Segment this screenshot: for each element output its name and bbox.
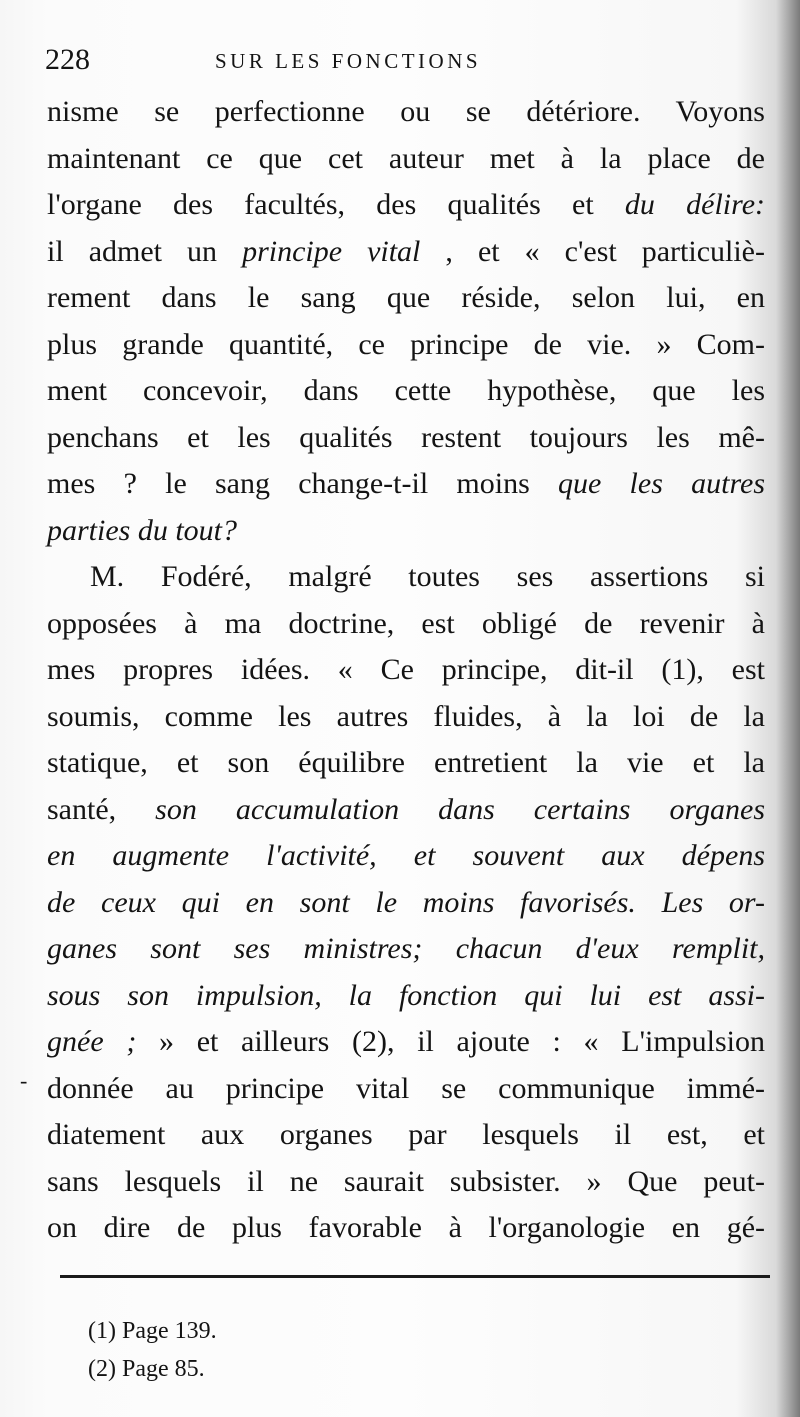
text-line: [47, 554, 765, 601]
text-line: [47, 322, 765, 369]
text-line: [47, 601, 765, 648]
text-segment: » et ailleurs (2), il ajoute : « L'impulsion: [136, 1025, 765, 1058]
footnote-1: (1) Page 139.: [88, 1318, 217, 1344]
text-segment: mes propres idées. « Ce principe, dit-il (1), est: [47, 653, 765, 686]
italic-text: de ceux qui en sont le moins favorisés. Les or-: [47, 885, 765, 919]
italic-text: que les autres: [558, 467, 766, 500]
text-line: [47, 89, 765, 136]
text-segment: M. Fodéré, malgré toutes ses assertions si: [90, 560, 765, 593]
text-segment: ment concevoir, dans cette hypothèse, que les: [47, 374, 765, 407]
text-segment: soumis, comme les autres fluides, à la loi de la: [47, 699, 765, 733]
text-segment: , et « c'est particuliè-: [420, 234, 765, 268]
text-segment: il admet un: [47, 234, 243, 268]
text-segment: santé,: [47, 792, 156, 826]
text-segment: statique, et son équilibre entretient la vie et la: [47, 746, 765, 779]
italic-text: en augmente l'activité, et souvent aux dépens: [47, 839, 765, 872]
text-segment: donnée au principe vital se communique immé-: [47, 1071, 765, 1105]
text-line: [47, 182, 765, 229]
text-line: [47, 275, 765, 322]
page-header: [45, 40, 765, 80]
italic-text: sous son impulsion, la fonction qui lui est assi-: [47, 978, 765, 1012]
text-line: [47, 973, 765, 1020]
text-line: [47, 1066, 765, 1113]
footnote-rule: [60, 1275, 770, 1278]
text-segment: opposées à ma doctrine, est obligé de revenir à: [47, 606, 765, 640]
text-segment: maintenant ce que cet auteur met à la place de: [47, 141, 765, 175]
text-segment: rement dans le sang que réside, selon lui, en: [47, 281, 765, 314]
text-segment: mes ? le sang change-t-il moins: [47, 467, 558, 500]
text-line: [47, 880, 765, 927]
text-line: [47, 694, 765, 741]
text-segment: diatement aux organes par lesquels il est, et: [47, 1118, 765, 1151]
text-segment: penchans et les qualités restent toujours les mê-: [47, 420, 765, 454]
text-line: [47, 508, 765, 555]
footnotes: [88, 1312, 217, 1388]
italic-text: ganes sont ses ministres; chacun d'eux remplit,: [47, 932, 765, 965]
italic-text: du délire:: [624, 188, 766, 221]
text-line: [47, 833, 765, 880]
text-segment: nisme se perfectionne ou se détériore. Voyons: [47, 95, 765, 128]
text-line: [47, 229, 765, 276]
italic-text: principe vital: [242, 234, 421, 268]
text-line: [47, 136, 765, 183]
text-line: [47, 1019, 765, 1066]
text-line: [47, 461, 765, 508]
text-line: [47, 1205, 765, 1252]
text-segment: plus grande quantité, ce principe de vie. » Com-: [47, 327, 765, 361]
page-number: 228: [45, 43, 90, 76]
text-line: [47, 787, 765, 834]
text-line: [47, 740, 765, 787]
running-head: SUR LES FONCTIONS: [215, 49, 482, 73]
text-line: [47, 1159, 765, 1206]
text-segment: on dire de plus favorable à l'organologie en gé-: [47, 1211, 765, 1244]
italic-text: son accumulation dans certains organes: [155, 792, 765, 826]
italic-text: gnée ;: [47, 1025, 137, 1058]
footnote-2: (2) Page 85.: [88, 1356, 205, 1382]
text-line: [47, 368, 765, 415]
text-segment: sans lesquels il ne saurait subsister. » Que peut-: [47, 1164, 765, 1198]
body-text: [47, 89, 765, 1252]
text-line: [47, 1112, 765, 1159]
text-line: [47, 926, 765, 973]
text-line: [47, 415, 765, 462]
text-segment: l'organe des facultés, des qualités et: [47, 188, 625, 221]
text-line: [47, 647, 765, 694]
italic-text: parties du tout?: [47, 513, 238, 547]
margin-mark: -: [20, 1068, 28, 1093]
